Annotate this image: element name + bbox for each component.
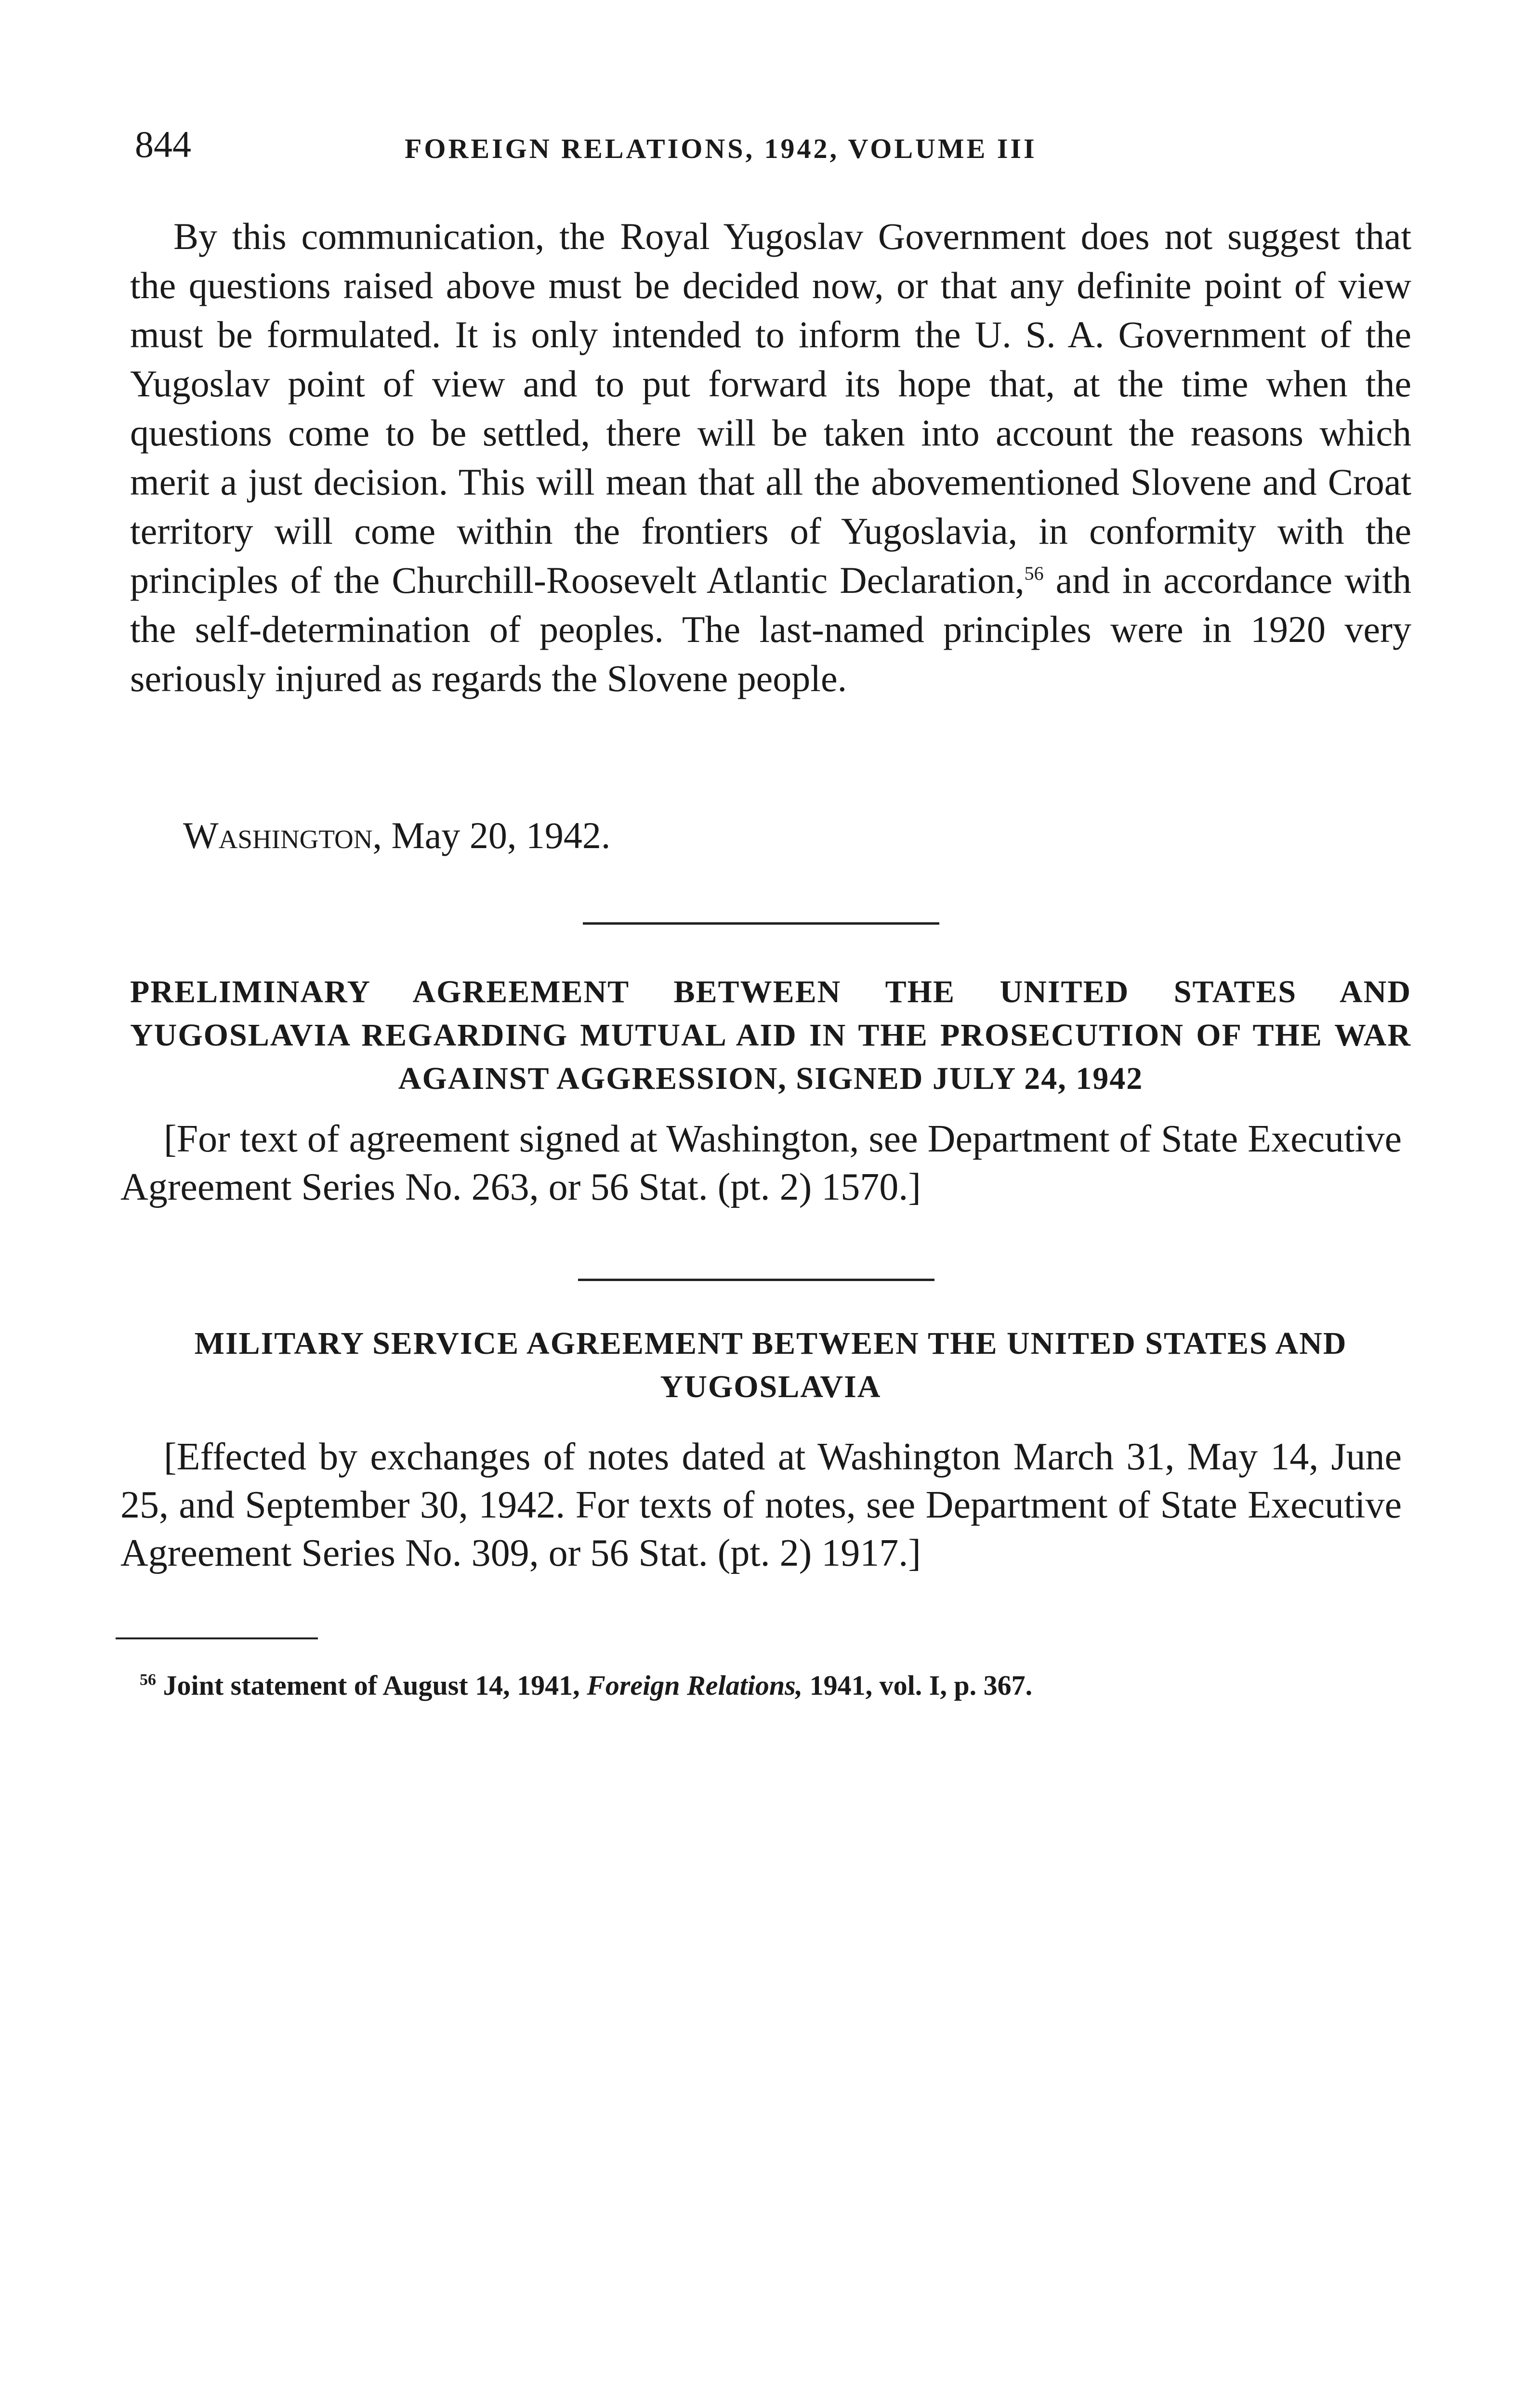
- running-header: [135, 123, 1407, 176]
- section-divider: [583, 922, 939, 925]
- page-number: 844: [135, 123, 191, 165]
- body-paragraph: [130, 212, 1411, 703]
- dateline-place: Washington,: [183, 814, 382, 856]
- footnote-text-end: 1941, vol. I, p. 367.: [802, 1670, 1033, 1701]
- section-heading: MILITARY SERVICE AGREEMENT BETWEEN THE UNITED STATES AND YUGOSLAVIA: [194, 1326, 1347, 1404]
- paragraph-text-part2: and in accordance with the self-determination of peoples. The last-named principles were in 1920 very seriously injured as regards the Slovene people.: [130, 559, 1411, 699]
- footnote-reference: 56: [1024, 563, 1044, 584]
- section-note: [For text of agreement signed at Washington, see Department of State Executive Agreement Series No. 263, or 56 Stat. (pt. 2) 1570.]: [120, 1118, 1402, 1208]
- running-title: FOREIGN RELATIONS, 1942, VOLUME III: [405, 133, 1037, 164]
- section-note: [Effected by exchanges of notes dated at Washington March 31, May 14, June 25, and September 30, 1942. For texts of notes, see Department of State Executive Agreement Series No. 309, or 56 Stat. (pt. 2) 1917.]: [120, 1436, 1402, 1574]
- footnote: [140, 1666, 1411, 1705]
- footnote-divider: [116, 1637, 318, 1639]
- dateline: [183, 814, 610, 857]
- footnote-mark: 56: [140, 1671, 156, 1689]
- section-heading: PRELIMINARY AGREEMENT BETWEEN THE UNITED STATES AND YUGOSLAVIA REGARDING MUTUAL AID IN THE PROSECUTION OF THE WAR AGAINST AGGRESSION, SIGNED JULY 24, 1942: [130, 974, 1411, 1096]
- footnote-italic-title: Foreign Relations,: [587, 1670, 803, 1701]
- paragraph-text-part1: By this communication, the Royal Yugoslav Government does not suggest that the questions raised above must be decided now, or that any definite point of view must be formulated. It is only intended to inform the U. S. A. Government of the Yugoslav point of view and to put forward its hope that, at the time when the questions come to be settled, there will be taken into account the reasons which merit a just decision. This will mean that all the abovementioned Slovene and Croat territory will come within the frontiers of Yugoslavia, in conformity with the principles of the Churchill-Roosevelt Atlantic Declaration,: [130, 215, 1411, 601]
- dateline-date: May 20, 1942.: [382, 814, 611, 856]
- footnote-text: Joint statement of August 14, 1941,: [156, 1670, 587, 1701]
- section-divider: [578, 1279, 934, 1281]
